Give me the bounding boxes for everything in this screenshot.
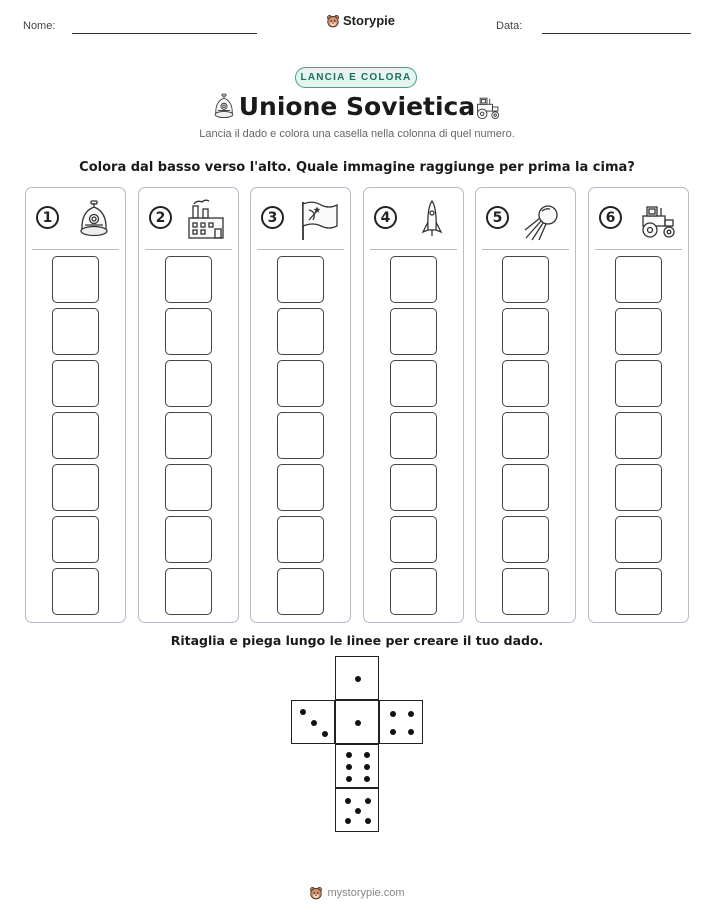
rocket-icon: [410, 198, 454, 242]
column-number: 3: [261, 206, 284, 229]
color-cell[interactable]: [502, 464, 549, 511]
color-cell[interactable]: [502, 516, 549, 563]
color-cell[interactable]: [277, 568, 324, 615]
bear-icon: [309, 886, 323, 900]
die-face-6: [335, 744, 379, 788]
column-divider: [370, 249, 457, 250]
column-divider: [145, 249, 232, 250]
die-pip: [311, 720, 317, 726]
die-pip: [355, 808, 361, 814]
color-cell[interactable]: [165, 308, 212, 355]
column-divider: [482, 249, 569, 250]
column-1: [25, 187, 126, 623]
color-cell[interactable]: [615, 412, 662, 459]
color-cell[interactable]: [277, 256, 324, 303]
brand-name: Storypie: [343, 13, 396, 28]
color-cell[interactable]: [52, 412, 99, 459]
color-cell[interactable]: [390, 412, 437, 459]
column-number: 6: [599, 206, 622, 229]
date-line[interactable]: [542, 33, 691, 34]
tractor-icon: [635, 198, 679, 242]
color-cell[interactable]: [165, 256, 212, 303]
column-divider: [595, 249, 682, 250]
color-cell[interactable]: [277, 360, 324, 407]
footer: [0, 886, 714, 900]
color-cell[interactable]: [52, 568, 99, 615]
space-capsule-icon: [72, 198, 116, 242]
die-pip: [364, 776, 370, 782]
color-cell[interactable]: [615, 516, 662, 563]
color-cell[interactable]: [277, 308, 324, 355]
instruction-question: Colora dal basso verso l'alto. Quale immagine raggiunge per prima la cima?: [79, 160, 635, 175]
die-pip: [322, 731, 328, 737]
die-pip: [408, 711, 414, 717]
color-cell[interactable]: [390, 464, 437, 511]
tractor-icon: [472, 92, 502, 122]
factory-icon: [185, 198, 229, 242]
name-line[interactable]: [72, 33, 257, 34]
color-cell[interactable]: [615, 568, 662, 615]
name-label: Nome:: [23, 20, 56, 32]
column-5: [475, 187, 576, 623]
column-number: 4: [374, 206, 397, 229]
die-pip: [300, 709, 306, 715]
color-cell[interactable]: [615, 256, 662, 303]
die-pip: [390, 711, 396, 717]
color-cell[interactable]: [502, 360, 549, 407]
die-face-1: [335, 700, 379, 744]
column-number: 2: [149, 206, 172, 229]
hammer-sickle-flag-icon: [297, 198, 341, 242]
die-pip: [365, 798, 371, 804]
bear-icon: [326, 14, 340, 28]
color-cell[interactable]: [165, 412, 212, 459]
color-cell[interactable]: [502, 256, 549, 303]
brand-logo: [326, 13, 395, 28]
color-cell[interactable]: [502, 412, 549, 459]
color-cell[interactable]: [390, 516, 437, 563]
date-label: Data:: [496, 20, 523, 32]
color-cell[interactable]: [277, 464, 324, 511]
column-2: [138, 187, 239, 623]
die-pip: [364, 752, 370, 758]
sputnik-satellite-icon: [522, 198, 566, 242]
column-3: [250, 187, 351, 623]
column-divider: [32, 249, 119, 250]
die-pip: [355, 676, 361, 682]
column-number: 5: [486, 206, 509, 229]
color-cell[interactable]: [165, 464, 212, 511]
color-cell[interactable]: [390, 360, 437, 407]
color-cell[interactable]: [615, 464, 662, 511]
color-cell[interactable]: [52, 464, 99, 511]
column-divider: [257, 249, 344, 250]
die-face-1: [335, 656, 379, 700]
color-cell[interactable]: [277, 516, 324, 563]
die-face-3: [291, 700, 335, 744]
color-cell[interactable]: [52, 516, 99, 563]
die-pip: [364, 764, 370, 770]
color-cell[interactable]: [165, 568, 212, 615]
color-cell[interactable]: [502, 308, 549, 355]
die-pip: [365, 818, 371, 824]
color-cell[interactable]: [52, 360, 99, 407]
die-pip: [345, 798, 351, 804]
color-cell[interactable]: [165, 360, 212, 407]
die-face-4: [379, 700, 423, 744]
category-badge: LANCIA E COLORA: [295, 67, 417, 88]
color-cell[interactable]: [277, 412, 324, 459]
color-cell[interactable]: [390, 308, 437, 355]
column-number: 1: [36, 206, 59, 229]
color-cell[interactable]: [165, 516, 212, 563]
die-pip: [355, 720, 361, 726]
die-pip: [408, 729, 414, 735]
color-cell[interactable]: [615, 308, 662, 355]
color-cell[interactable]: [52, 308, 99, 355]
footer-url[interactable]: mystorypie.com: [327, 887, 405, 899]
color-cell[interactable]: [390, 256, 437, 303]
die-pip: [390, 729, 396, 735]
column-6: [588, 187, 689, 623]
die-pip: [345, 818, 351, 824]
column-4: [363, 187, 464, 623]
color-cell[interactable]: [502, 568, 549, 615]
page-subtitle: Lancia il dado e colora una casella nella colonna di quel numero.: [199, 128, 515, 140]
die-pip: [346, 764, 352, 770]
die-pip: [346, 776, 352, 782]
color-cell[interactable]: [390, 568, 437, 615]
die-face-5: [335, 788, 379, 832]
color-cell[interactable]: [52, 256, 99, 303]
color-cell[interactable]: [615, 360, 662, 407]
cut-instruction: Ritaglia e piega lungo le linee per creare il tuo dado.: [170, 633, 544, 648]
die-pip: [346, 752, 352, 758]
page-title: Unione Sovietica: [238, 92, 476, 121]
